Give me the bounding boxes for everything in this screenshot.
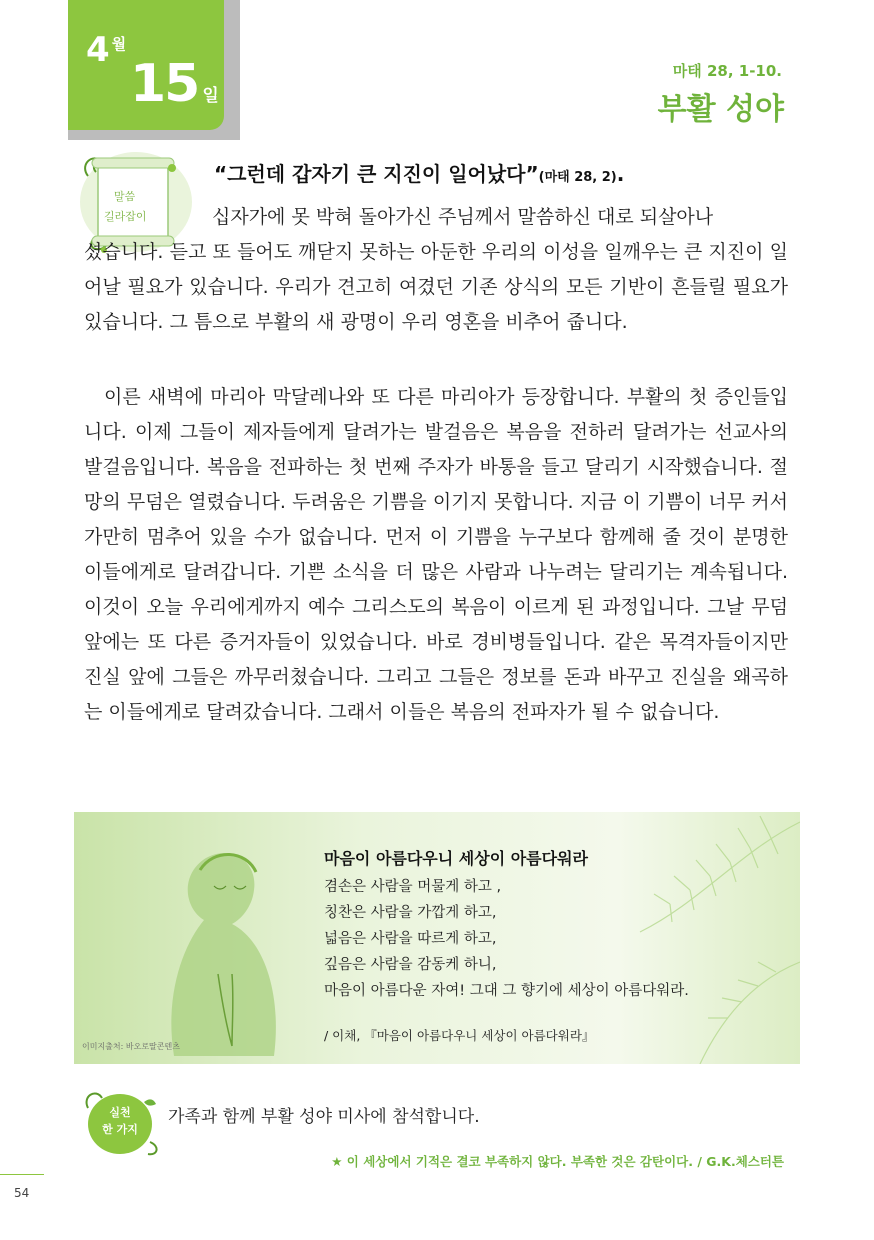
poem-line: 넓음은 사람을 따르게 하고, — [324, 931, 497, 947]
poem-line: 마음이 아름다운 자여! 그대 그 향기에 세상이 아름다워라. — [324, 983, 689, 999]
month-number: 4 — [86, 30, 110, 70]
page-number: 54 — [14, 1186, 30, 1200]
footer-quote: ★ 이 세상에서 기적은 결코 부족하지 않다. 부족한 것은 감탄이다. / G.K.체스터튼 — [331, 1154, 784, 1169]
poem-line: 겸손은 사람을 머물게 하고 , — [324, 879, 502, 895]
date-badge — [68, 0, 224, 130]
page-number-rule — [0, 1174, 44, 1175]
poem-title: 마음이 아름다우니 세상이 아름다워라 — [324, 849, 589, 868]
quote-text: “그런데 갑자기 큰 지진이 일어났다” — [214, 162, 539, 186]
poem-line: 칭찬은 사람을 가깝게 하고, — [324, 905, 497, 921]
paragraph-1-rest: 셨습니다. 듣고 또 들어도 깨닫지 못하는 아둔한 우리의 이성을 일깨우는 큰 지진이 일어날 필요가 있습니다. 우리가 견고히 여겼던 기존 상식의 모든 기반이 흔들릴 필요가 있습니다. 그 틈으로 부활의 새 광명이 우리 영혼을 비추어 줍니다. — [84, 241, 788, 333]
quote-end: . — [616, 162, 625, 186]
date-day — [130, 54, 219, 114]
image-credit: 이미지출처: 바오로딸콘텐츠 — [82, 1042, 180, 1051]
practice-label-line-1: 실천 — [109, 1106, 131, 1119]
practice-label-line-2: 한 가지 — [102, 1123, 138, 1136]
month-unit: 월 — [111, 35, 127, 53]
key-quote — [214, 158, 624, 187]
paragraph-1-first-line: 십자가에 못 박혀 돌아가신 주님께서 말씀하신 대로 되살아나 — [212, 206, 714, 228]
day-number: 15 — [130, 54, 199, 114]
date-tab — [68, 0, 240, 140]
poem-lines — [324, 874, 689, 1004]
bible-reference: 마태 28, 1-10. — [672, 62, 782, 80]
practice-text: 가족과 함께 부활 성야 미사에 참석합니다. — [168, 1107, 480, 1127]
paragraph-2: 이른 새벽에 마리아 막달레나와 또 다른 마리아가 등장합니다. 부활의 첫 증인들입니다. 이제 그들이 제자들에게 달려가는 발걸음은 복음을 전하러 달려가는 선교사의 발걸음입니다. 복음을 전파하는 첫 번째 주자가 바통을 들고 달리기 시작했습니다. 절망의 무덤은 열렸습니다. 두려움은 기쁨을 이기지 못합니다. 지금 이 기쁨이 너무 커서 가만히 멈추어 있을 수가 없습니다. 먼저 이 기쁨을 누구보다 함께해 줄 것이 분명한 이들에게로 달려갑니다. 기쁜 소식을 더 많은 사람과 나누려는 달리기는 계속됩니다. 이것이 오늘 우리에게까지 예수 그리스도의 복음이 이르게 된 과정입니다. 그날 무덤 앞에는 또 다른 증거자들이 있었습니다. 바로 경비병들입니다. 같은 목격자들이지만 진실 앞에 그들은 까무러쳤습니다. 그리고 그들은 정보를 돈과 바꾸고 진실을 왜곡하는 이들에게로 달려갔습니다. 그래서 이들은 복음의 전파자가 될 수 없습니다. — [84, 386, 788, 723]
poem-box — [74, 812, 800, 1064]
practice-label — [90, 1104, 150, 1138]
day-unit: 일 — [202, 86, 219, 106]
scroll-label-1: 말씀 — [114, 190, 136, 203]
praying-figure-illustration — [114, 824, 334, 1056]
poem-source: / 이채, 『마음이 아름다우니 세상이 아름다워라』 — [324, 1028, 595, 1043]
poem-line: 깊음은 사람을 감동케 하니, — [324, 957, 497, 973]
quote-citation: (마태 28, 2) — [538, 170, 617, 185]
scroll-label-2: 길라잡이 — [104, 210, 147, 223]
feast-title: 부활 성야 — [657, 92, 784, 127]
date-month — [86, 30, 126, 70]
paragraph-1 — [84, 200, 788, 340]
